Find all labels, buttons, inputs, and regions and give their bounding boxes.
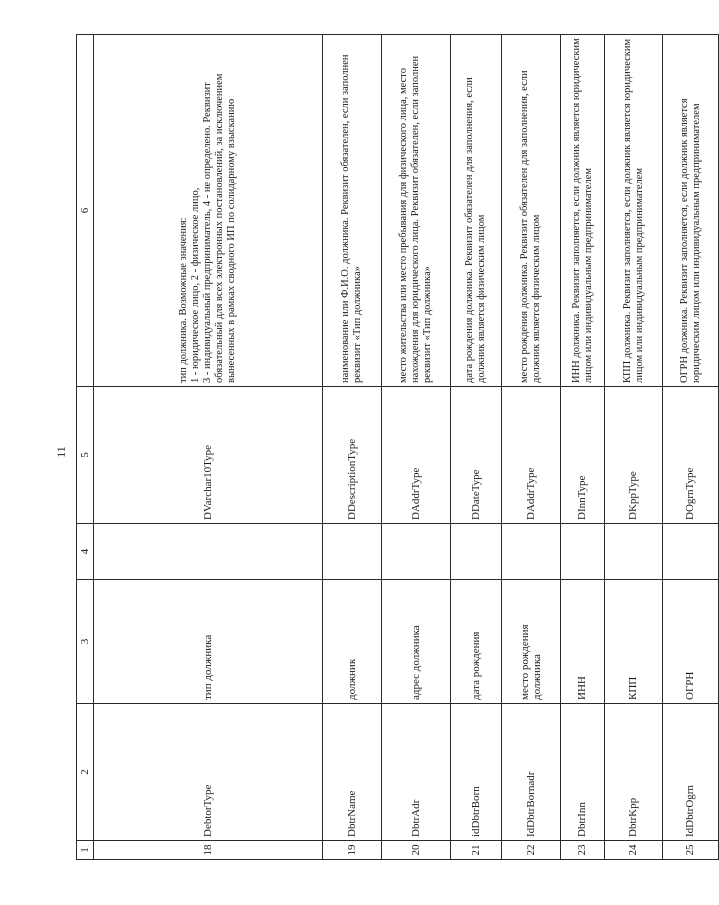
header-cell: 1 bbox=[77, 841, 94, 860]
field-requirement bbox=[663, 524, 719, 580]
row-number: 22 bbox=[502, 841, 561, 860]
field-name: ИНН bbox=[561, 580, 605, 704]
header-cell: 2 bbox=[77, 704, 94, 841]
field-type: DAddrType bbox=[382, 387, 451, 524]
table-row bbox=[382, 35, 451, 860]
row-number: 25 bbox=[663, 841, 719, 860]
field-description: КПП должника. Реквизит заполняется, если должник является юридическим лицом или индивидуальным предпринимателем bbox=[605, 35, 663, 387]
row-number: 20 bbox=[382, 841, 451, 860]
field-code: DbtrAdr bbox=[382, 704, 451, 841]
field-type: DAddrType bbox=[502, 387, 561, 524]
field-description: ОГРН должника. Реквизит заполняется, если должник является юридическим лицом или индивидуальным предпринимателем bbox=[663, 35, 719, 387]
field-description: место жительства или место пребывания для физического лица, место нахождения для юридического лица. Реквизит обязателен, если заполнен реквизит «Тип должника» bbox=[382, 35, 451, 387]
field-description: наименование или Ф.И.О. должника. Реквизит обязателен, если заполнен реквизит «Тип должника» bbox=[323, 35, 382, 387]
field-name: должник bbox=[323, 580, 382, 704]
header-cell: 5 bbox=[77, 387, 94, 524]
field-code: DebtorType bbox=[94, 704, 323, 841]
field-code: DbtrInn bbox=[561, 704, 605, 841]
field-description: дата рождения должника. Реквизит обязателен для заполнения, если должник является физическим лицом bbox=[451, 35, 502, 387]
field-code: IdDbtrOgrn bbox=[663, 704, 719, 841]
table-row bbox=[561, 35, 605, 860]
field-type: DVarchar10Type bbox=[94, 387, 323, 524]
table-row bbox=[605, 35, 663, 860]
row-number: 21 bbox=[451, 841, 502, 860]
field-requirement bbox=[382, 524, 451, 580]
field-requirement bbox=[502, 524, 561, 580]
field-code: DbtrName bbox=[323, 704, 382, 841]
field-name: ОГРН bbox=[663, 580, 719, 704]
row-number: 19 bbox=[323, 841, 382, 860]
header-cell: 6 bbox=[77, 35, 94, 387]
field-code: DbtrKpp bbox=[605, 704, 663, 841]
field-type: DOgrnType bbox=[663, 387, 719, 524]
field-type: DDescriptionType bbox=[323, 387, 382, 524]
header-cell: 4 bbox=[77, 524, 94, 580]
field-name: адрес должника bbox=[382, 580, 451, 704]
table-row bbox=[451, 35, 502, 860]
field-type: DInnType bbox=[561, 387, 605, 524]
field-description: ИНН должника. Реквизит заполняется, если должник является юридическим лицом или индивидуальным предпринимателем bbox=[561, 35, 605, 387]
spec-table-wrapper bbox=[76, 35, 702, 860]
field-description: тип должника. Возможные значения: 1 - юридическое лицо, 2 - физическое лицо, 3 - индивидуальный предприниматель, 4 - не определено. Реквизит обязательный для всех электронных постановлений, за исключением вынесенных в рамках сводного ИП по солидарному взысканию bbox=[94, 35, 323, 387]
field-name: тип должника bbox=[94, 580, 323, 704]
field-requirement bbox=[451, 524, 502, 580]
field-requirement bbox=[94, 524, 323, 580]
table-row bbox=[323, 35, 382, 860]
field-code: IdDbtrBornadr bbox=[502, 704, 561, 841]
table-row bbox=[94, 35, 323, 860]
field-code: idDbtrBorn bbox=[451, 704, 502, 841]
field-requirement bbox=[605, 524, 663, 580]
table-row bbox=[502, 35, 561, 860]
field-type: DKppType bbox=[605, 387, 663, 524]
table-row bbox=[663, 35, 719, 860]
field-requirement bbox=[561, 524, 605, 580]
field-name: место рождения должника bbox=[502, 580, 561, 704]
row-number: 18 bbox=[94, 841, 323, 860]
spec-table bbox=[76, 34, 719, 860]
header-cell: 3 bbox=[77, 580, 94, 704]
field-type: DDateType bbox=[451, 387, 502, 524]
field-name: КПП bbox=[605, 580, 663, 704]
field-requirement bbox=[323, 524, 382, 580]
table-header-row bbox=[77, 35, 94, 860]
field-description: место рождения должника. Реквизит обязателен для заполнения, если должник является физическим лицом bbox=[502, 35, 561, 387]
field-name: дата рождения bbox=[451, 580, 502, 704]
row-number: 24 bbox=[605, 841, 663, 860]
page-number: 11 bbox=[54, 446, 68, 458]
row-number: 23 bbox=[561, 841, 605, 860]
